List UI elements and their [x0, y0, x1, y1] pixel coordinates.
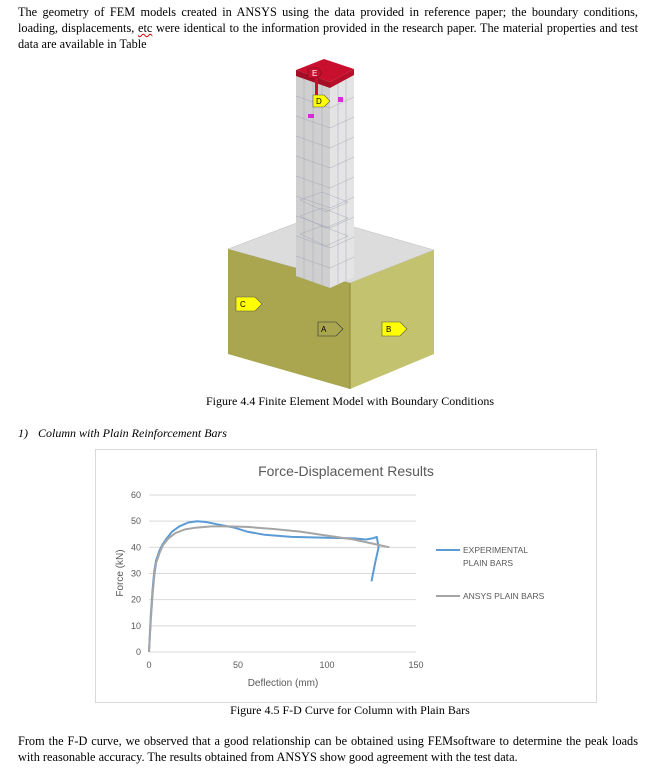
section-number: 1)	[18, 426, 28, 440]
intro-text-before: The geometry of FEM models created in ANSYS using the data provided in reference paper; the boundary conditions, loading, displacements,	[18, 5, 638, 35]
x-tick-label: 150	[408, 660, 424, 670]
series-line-experimental	[149, 521, 379, 652]
chart-canvas	[96, 450, 596, 702]
finite-element-model-figure	[220, 56, 440, 396]
svg-text:B: B	[386, 325, 392, 334]
figure-4-4-caption: Figure 4.4 Finite Element Model with Boundary Conditions	[206, 394, 494, 408]
section-title: Column with Plain Reinforcement Bars	[38, 426, 227, 440]
force-displacement-chart	[95, 449, 597, 703]
x-tick-label: 0	[146, 660, 152, 670]
svg-text:C: C	[240, 300, 246, 309]
series-line-ansys	[149, 526, 389, 652]
y-tick-label: 60	[130, 490, 141, 500]
svg-text:A: A	[321, 325, 327, 334]
chart-title: Force-Displacement Results	[258, 463, 434, 479]
svg-text:D: D	[316, 97, 322, 106]
y-tick-label: 30	[130, 568, 141, 579]
figure-4-5-caption: Figure 4.5 F-D Curve for Column with Plain Bars	[230, 703, 470, 717]
x-tick-label: 50	[232, 660, 244, 670]
x-axis-label: Deflection (mm)	[247, 678, 319, 689]
intro-paragraph	[18, 4, 638, 52]
legend-label-experimental: EXPERIMENTAL PLAIN BARS	[463, 545, 529, 568]
y-axis-label: Force (kN)	[115, 549, 126, 597]
spellcheck-word-etc[interactable]: etc	[137, 21, 153, 35]
intro-text-after: were identical to the information provided in the research paper. The material properties and test data are available in Table	[18, 21, 638, 51]
y-tick-label: 50	[130, 516, 141, 527]
x-tick-label: 100	[319, 660, 335, 670]
conclusion-paragraph: From the F-D curve, we observed that a good relationship can be obtained using FEMsoftware to determine the peak loads with reasonable accuracy. The results obtained from ANSYS show good agreement with the test data.	[18, 734, 638, 764]
y-tick-label: 40	[130, 542, 141, 553]
svg-text:E: E	[312, 69, 318, 78]
y-tick-label: 0	[135, 647, 141, 657]
section-heading	[18, 426, 227, 441]
y-tick-label: 10	[130, 620, 141, 631]
column-side-face	[330, 71, 354, 288]
y-tick-label: 20	[130, 594, 141, 605]
legend-label-ansys: ANSYS PLAIN BARS	[463, 591, 545, 601]
